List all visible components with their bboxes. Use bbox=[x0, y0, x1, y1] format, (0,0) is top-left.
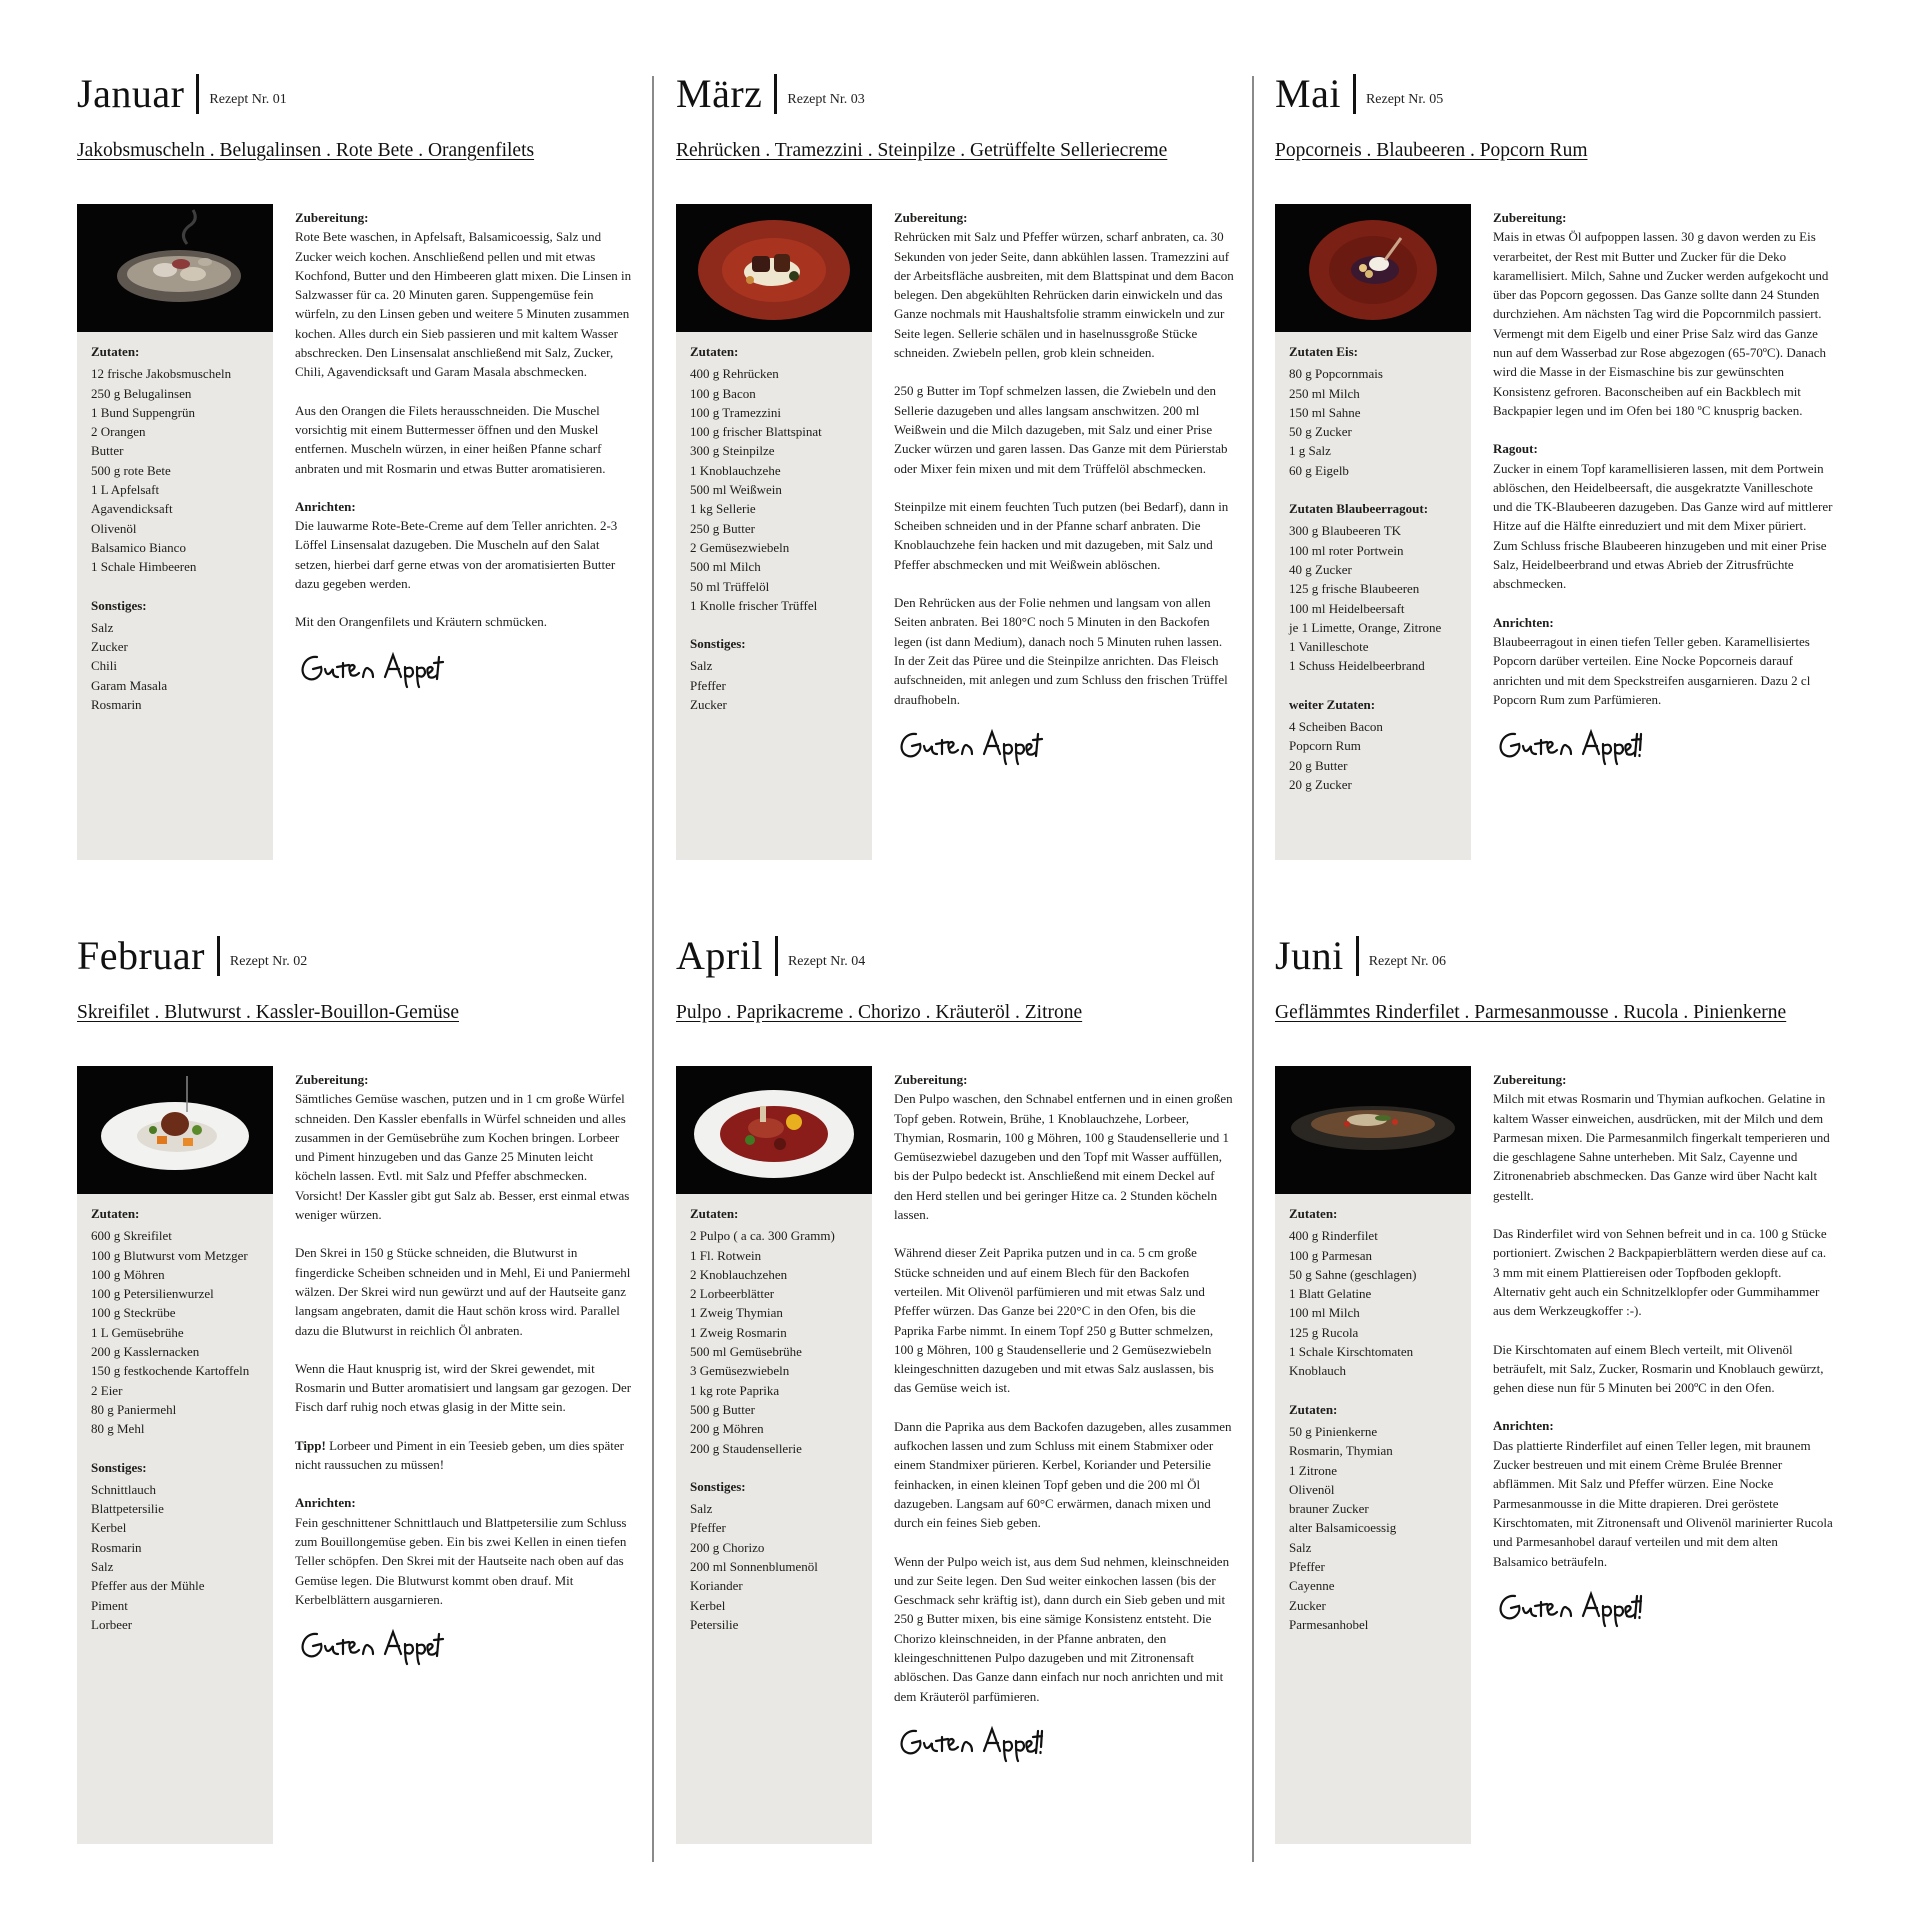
recipe-februar bbox=[77, 930, 637, 1632]
ingredient-item: 40 g Zucker bbox=[1289, 561, 1352, 577]
ingredient-item: Pfeffer aus der Mühle bbox=[91, 1578, 205, 1594]
ingredient-item: Salz bbox=[690, 658, 713, 674]
ingredient-item: 1 kg Sellerie bbox=[690, 501, 756, 517]
preparation-paragraph: 250 g Butter im Topf schmelzen lassen, die Zwiebeln und den Sellerie dazugeben und alles langsam anschwitzen. 200 ml Weißwein und die Milch dazugeben, mit Salz und einer Prise Zucker würzen und garen lassen. Das Ganze mit dem Pürierstab oder Mixer fein mixen und mit dem Trüffelöl abschmecken. bbox=[894, 383, 1228, 476]
ingredient-item: 150 ml Sahne bbox=[1289, 404, 1361, 420]
ingredient-heading: Zutaten: bbox=[1289, 1206, 1338, 1221]
ingredient-item: 2 Orangen bbox=[91, 424, 146, 440]
ingredient-item: 100 ml roter Portwein bbox=[1289, 542, 1404, 558]
ingredient-item: brauner Zucker bbox=[1289, 1501, 1369, 1517]
ingredient-item: 1 Schale Kirschtomaten bbox=[1289, 1344, 1414, 1360]
ingredient-item: 2 Gemüsezwiebeln bbox=[690, 539, 790, 555]
preparation-paragraph: Die Kirschtomaten auf einem Blech verteilt, mit Olivenöl beträufelt, mit Salz, Zucker, Rosmarin und Knoblauch gewürzt, gehen diese nun für 5 Minuten bei 200ºC in den Ofen. bbox=[1493, 1341, 1824, 1396]
ingredient-heading: Zutaten: bbox=[1289, 1401, 1338, 1417]
ingredient-item: Zucker bbox=[1289, 1597, 1326, 1613]
serving-heading: Anrichten: bbox=[1493, 614, 1554, 630]
month-title: März bbox=[676, 71, 763, 116]
recipe-number: Rezept Nr. 06 bbox=[1368, 954, 1447, 969]
serving-paragraph: Blaubeerragout in einen tiefen Teller geben. Karamellisiertes Popcorn darüber verteilen. Eine Nocke Popcorneis darauf anrichten und mit dem Speckstreifen ausgarnieren. Dazu 2 cl Popcorn Rum zum Parfümieren. bbox=[1493, 633, 1811, 707]
ingredient-item: Popcorn Rum bbox=[1289, 738, 1361, 754]
tip-text: Lorbeer und Piment in ein Teesieb geben, um dies später nicht raussuchen zu müssen! bbox=[295, 1437, 624, 1473]
preparation-text bbox=[1493, 1070, 1833, 1632]
dish-photo bbox=[676, 1066, 872, 1194]
dish-title: Skreifilet . Blutwurst . Kassler-Bouillon-Gemüse bbox=[77, 1002, 459, 1023]
preparation-paragraph: Dann die Paprika aus dem Backofen dazugeben, alles zusammen aufkochen lassen und zum Schluss mit einem Stabmixer oder einem Standmixer pürieren. Kerbel, Koriander und Petersilie feinhacken, in einen kleinen Topf geben und die 200 ml Öl dazugeben. Langsam auf 60°C erwärmen, danach mixen und durch ein feines Sieb geben. bbox=[894, 1418, 1232, 1531]
recipe-number: Rezept Nr. 03 bbox=[787, 92, 865, 107]
preparation-paragraph: Sämtliches Gemüse waschen, putzen und in 1 cm große Würfel schneiden. Den Kassler ebenfalls in Würfel schneiden und alles zusammen in der Gemüsebrühe zum Kochen bringen. Lorbeer und Piment hinzugeben und das Ganze 25 Minuten leicht köcheln lassen. Evtl. mit Salz und Pfeffer abschmecken. Vorsicht! Der Kassler gibt gut Salz ab. Besser, erst einmal etwas weniger würzen. bbox=[295, 1091, 630, 1223]
ingredient-item: 80 g Mehl bbox=[91, 1421, 145, 1437]
ingredient-item: Rosmarin bbox=[91, 697, 142, 713]
column-divider bbox=[652, 76, 654, 1862]
ingredient-item: 200 g Möhren bbox=[690, 1421, 764, 1437]
ingredient-item: Koriander bbox=[690, 1578, 743, 1594]
ingredient-item: 100 ml Heidelbeersaft bbox=[1289, 600, 1405, 616]
ingredient-item: 1 Knoblauchzehe bbox=[690, 462, 781, 478]
title-separator bbox=[196, 74, 199, 114]
ingredient-item: Garam Masala bbox=[91, 677, 168, 693]
preparation-text bbox=[894, 208, 1234, 770]
ingredient-item: Zucker bbox=[91, 639, 128, 655]
ingredient-item: 125 g Rucola bbox=[1289, 1324, 1359, 1340]
preparation-paragraph: Steinpilze mit einem feuchten Tuch putzen (bei Bedarf), dann in Scheiben schneiden und in der Pfanne scharf anbraten. Die Knoblauchzehe fein hacken und mit dazugeben, mit Salz und Pfeffer abschmecken und mit Weißwein ablöschen. bbox=[894, 498, 1229, 572]
ingredient-item: Kerbel bbox=[690, 1597, 726, 1613]
ingredient-box bbox=[77, 332, 273, 860]
ingredient-item: 1 Blatt Gelatine bbox=[1289, 1286, 1372, 1302]
ingredient-item: 100 g Möhren bbox=[91, 1266, 165, 1282]
serving-paragraph: Mit den Orangenfilets und Kräutern schmücken. bbox=[295, 614, 547, 630]
ingredient-item: 1 kg rote Paprika bbox=[690, 1382, 780, 1398]
ingredient-item: 2 Lorbeerblätter bbox=[690, 1286, 775, 1302]
preparation-heading: Zubereitung: bbox=[894, 1072, 968, 1087]
ingredient-item: Kerbel bbox=[91, 1520, 127, 1536]
ingredient-item: Zucker bbox=[690, 697, 727, 713]
recipe-header bbox=[676, 930, 1236, 982]
ingredient-item: 100 ml Milch bbox=[1289, 1305, 1360, 1321]
ingredient-item: 300 g Blaubeeren TK bbox=[1289, 523, 1402, 539]
ingredient-item: 1 Zweig Thymian bbox=[690, 1305, 783, 1321]
ingredient-item: Butter bbox=[91, 443, 124, 459]
ragout-heading: Ragout: bbox=[1493, 441, 1538, 457]
ingredient-heading: Sonstiges: bbox=[690, 1478, 746, 1494]
ingredient-item: 200 g Chorizo bbox=[690, 1539, 765, 1555]
serving-heading: Anrichten: bbox=[295, 498, 356, 514]
side-panel bbox=[676, 1066, 872, 1844]
ingredient-item: Pfeffer bbox=[690, 677, 726, 693]
ingredient-item: 500 g rote Bete bbox=[91, 462, 171, 478]
side-panel bbox=[1275, 1066, 1471, 1844]
ingredient-item: 12 frische Jakobsmuscheln bbox=[91, 366, 232, 382]
preparation-paragraph: Mais in etwas Öl aufpoppen lassen. 30 g davon werden zu Eis verarbeitet, der Rest mit Butter und Zucker für die Deko karamellisiert. Milch, Sahne und Zucker werden aufgekocht und über das Popcorn gegossen. Das Ganze sollte dann 24 Stunden durchziehen. Am nächsten Tag wird die Popcornmilch passiert. Vermengt mit dem Eigelb und einer Prise Salz wird das Ganze nun auf dem Wasserbad zur Rose abgezogen (65-70ºC). Danach wird die Masse in der Eismaschine bis zur gewünschten Konsistenz gefroren. Baconscheiben auf ein Backblech mit Backpapier legen und im Ofen bei 180 ºC knusprig backen. bbox=[1493, 229, 1829, 418]
ingredient-item: Salz bbox=[91, 619, 114, 635]
ingredient-item: Schnittlauch bbox=[91, 1481, 156, 1497]
ingredient-item: 1 Zitrone bbox=[1289, 1462, 1338, 1478]
ingredient-item: 4 Scheiben Bacon bbox=[1289, 719, 1383, 735]
preparation-paragraph: Während dieser Zeit Paprika putzen und in ca. 5 cm große Stücke schneiden und auf einem Blech für den Backofen verteilen. Mit Olivenöl parfümieren und mit etwas Salz und Pfeffer würzen. Das Ganze bei 220°C in den Ofen, bis die Paprika Farbe nimmt. In einem Topf 250 g Butter schmelzen, 100 g Möhren, 100 g Staudensellerie und 2 Gemüsezwiebeln kleingeschnitten dazugeben und mit etwas Salz auslassen, bis das Gemüse weich ist. bbox=[894, 1245, 1214, 1396]
guten-appetit-signature bbox=[295, 649, 635, 693]
preparation-text bbox=[295, 1070, 635, 1670]
preparation-heading: Zubereitung: bbox=[1493, 1072, 1567, 1087]
ingredient-item: Blattpetersilie bbox=[91, 1501, 164, 1517]
ingredient-item: Rosmarin bbox=[91, 1539, 142, 1555]
ingredient-heading: Zutaten: bbox=[690, 344, 739, 359]
dish-title: Popcorneis . Blaubeeren . Popcorn Rum bbox=[1275, 140, 1588, 161]
preparation-paragraph: Den Rehrücken aus der Folie nehmen und langsam von allen Seiten anbraten. Bei 180°C noch 5 Minuten in den Backofen legen (ist dann Medium), danach noch 5 Minuten ruhen lassen. In der Zeit das Püree und die Steinpilze anrichten. Das Fleisch aufschneiden, mit anlegen und zum Schluss den frischen Trüffel draufhobeln. bbox=[894, 595, 1228, 707]
month-title: Mai bbox=[1275, 71, 1341, 116]
ingredient-heading: Zutaten: bbox=[91, 1206, 140, 1221]
recipe-januar bbox=[77, 68, 637, 713]
dish-title: Rehrücken . Tramezzini . Steinpilze . Getrüffelte Selleriecreme bbox=[676, 140, 1168, 161]
dish-photo bbox=[1275, 1066, 1471, 1194]
preparation-paragraph: Den Skrei in 150 g Stücke schneiden, die Blutwurst in fingerdicke Scheiben schneiden und in Mehl, Ei und Paniermehl wälzen. Der Skrei wird nun gewürzt und auf der Hautseite ganz langsam angebraten, damit die Haut schön kross wird. Parallel dazu die Blutwurst in reichlich Öl anbraten. bbox=[295, 1245, 631, 1338]
recipe-number: Rezept Nr. 05 bbox=[1365, 92, 1444, 107]
serving-paragraph: Das plattierte Rinderfilet auf einen Teller legen, mit braunem Zucker bestreuen und mit einem Crème Brulée Brenner abflämmen. Mit Salz und Pfeffer würzen. Eine Nocke Parmesanmousse in die Mitte drapieren. Drei geröstete Kirschtomaten, mit Zitronensaft und Olivenöl marinierter Rucola und Parmesanhobel darauf verteilen und mit dem alten Balsamico beträufeln. bbox=[1493, 1437, 1833, 1569]
ingredient-item: 80 g Paniermehl bbox=[91, 1401, 177, 1417]
tip-label: Tipp! bbox=[295, 1437, 326, 1453]
preparation-paragraph: Rote Bete waschen, in Apfelsaft, Balsamicoessig, Salz und Zucker weich kochen. Anschließend pellen und mit etwas Kochfond, Butter und den Himbeeren glatt mixen. Die Linsen in Salzwasser für ca. 20 Minuten garen. Suppengemüse fein würfeln, zu den Linsen geben und weitere 5 Minuten zusammen kochen. Alles durch ein Sieb passieren und mit kaltem Wasser abschrecken. Den Linsensalat anschließend mit Salz, Zucker, Chili, Agavendicksaft und Garam Masala abschmecken. bbox=[295, 229, 632, 380]
ingredient-item: 60 g Eigelb bbox=[1289, 462, 1349, 478]
preparation-paragraph: Aus den Orangen die Filets herausschneiden. Die Muschel vorsichtig mit einem Buttermesser öffnen und den Muskel entfernen. Muscheln würzen, in einer heißen Pfanne scharf anbraten und mit Rosmarin und etwas Butter aromatisieren. bbox=[295, 402, 606, 476]
dish-photo bbox=[77, 1066, 273, 1194]
column-divider bbox=[1252, 76, 1254, 1862]
ingredient-heading: Zutaten Blaubeerragout: bbox=[1289, 501, 1429, 517]
dish-title: Geflämmtes Rinderfilet . Parmesanmousse . Rucola . Pinienkerne bbox=[1275, 1002, 1787, 1023]
ingredient-item: 400 g Rinderfilet bbox=[1289, 1228, 1378, 1244]
ingredient-item: 500 g Butter bbox=[690, 1401, 755, 1417]
preparation-paragraph: Den Pulpo waschen, den Schnabel entfernen und in einen großen Topf geben. Rotwein, Brühe, 1 Knoblauchzehe, Lorbeer, Thymian, Rosmarin, 100 g Möhren, 100 g Staudensellerie und 1 Gemüsezwiebel dazugeben und den Topf mit Wasser auffüllen, bis der Pulpo bedeckt ist. Anschließend mit einem Deckel auf den Herd stellen und bei geringer Hitze ca. 2 Stunden köcheln lassen. bbox=[894, 1091, 1233, 1223]
preparation-text bbox=[1493, 208, 1833, 770]
ingredient-box bbox=[676, 332, 872, 860]
dish-photo bbox=[1275, 204, 1471, 332]
month-title: Februar bbox=[77, 933, 205, 978]
recipe-header bbox=[77, 930, 637, 982]
serving-heading: Anrichten: bbox=[295, 1495, 356, 1511]
guten-appetit-signature bbox=[295, 1626, 635, 1670]
ingredient-box bbox=[77, 1194, 273, 1844]
recipe-number: Rezept Nr. 02 bbox=[229, 954, 308, 969]
ingredient-heading: Sonstiges: bbox=[690, 636, 746, 652]
title-separator bbox=[775, 936, 778, 976]
side-panel bbox=[1275, 204, 1471, 860]
ingredient-item: 20 g Butter bbox=[1289, 757, 1348, 773]
ingredient-heading: Zutaten Eis: bbox=[1289, 344, 1358, 359]
recipe-number: Rezept Nr. 01 bbox=[209, 92, 287, 107]
ingredient-item: 100 g frischer Blattspinat bbox=[690, 424, 822, 440]
preparation-text bbox=[295, 208, 635, 693]
ingredient-item: Knoblauch bbox=[1289, 1363, 1347, 1379]
month-title: Juni bbox=[1275, 933, 1344, 978]
side-panel bbox=[77, 1066, 273, 1844]
ingredient-item: 1 L Apfelsaft bbox=[91, 482, 160, 498]
ingredient-item: Pfeffer bbox=[1289, 1559, 1325, 1575]
serving-heading: Anrichten: bbox=[1493, 1418, 1554, 1434]
guten-appetit-signature bbox=[1493, 726, 1833, 770]
ingredient-item: 100 g Blutwurst vom Metzger bbox=[91, 1247, 248, 1263]
preparation-paragraph: Wenn der Pulpo weich ist, aus dem Sud nehmen, kleinschneiden und zur Seite legen. Den Sud weiter einkochen lassen (bis der Geschmack sehr kräftig ist), dann durch ein Sieb geben und mit 250 g Butter mixen, bis eine sämige Konsistenz entsteht. Die Chorizo kleinschneiden, in der Pfanne anbraten, den kleingeschnittenen Pulpo dazugeben und mit Zitronensaft ablöschen. Das Ganze dann einfach nur noch anrichten und mit dem Kräuteröl parfümieren. bbox=[894, 1553, 1230, 1704]
dish-photo bbox=[77, 204, 273, 332]
ingredient-item: Rosmarin, Thymian bbox=[1289, 1443, 1393, 1459]
ingredient-heading: weiter Zutaten: bbox=[1289, 696, 1376, 712]
preparation-paragraph: Wenn die Haut knusprig ist, wird der Skrei gewendet, mit Rosmarin und Butter aromatisiert und langsam gar gezogen. Der Fisch darf ruhig noch etwas glasig in der Mitte sein. bbox=[295, 1360, 632, 1415]
ingredient-item: 300 g Steinpilze bbox=[690, 443, 775, 459]
recipe-header bbox=[1275, 68, 1835, 120]
serving-paragraph: Die lauwarme Rote-Bete-Creme auf dem Teller anrichten. 2-3 Löffel Linsensalat dazugeben. Die Muscheln auf den Salat setzen, hierbei darf gerne etwas von der aromatisierten Butter dazu gegeben werden. bbox=[295, 518, 618, 592]
ingredient-item: 1 L Gemüsebrühe bbox=[91, 1324, 184, 1340]
ingredient-item: Petersilie bbox=[690, 1616, 739, 1632]
ingredient-item: Chili bbox=[91, 658, 118, 674]
recipe-april bbox=[676, 930, 1236, 1704]
ingredient-item: 200 ml Sonnenblumenöl bbox=[690, 1559, 818, 1575]
ingredient-item: 50 g Pinienkerne bbox=[1289, 1423, 1378, 1439]
tip-paragraph bbox=[295, 1436, 635, 1475]
preparation-heading: Zubereitung: bbox=[1493, 210, 1567, 225]
ingredient-item: 200 g Staudensellerie bbox=[690, 1440, 802, 1456]
recipe-maerz bbox=[676, 68, 1236, 713]
ingredient-heading: Sonstiges: bbox=[91, 1459, 147, 1475]
ingredient-item: 200 g Kasslernacken bbox=[91, 1344, 200, 1360]
ingredient-item: Salz bbox=[91, 1559, 114, 1575]
preparation-heading: Zubereitung: bbox=[295, 1072, 369, 1087]
ingredient-item: Olivenöl bbox=[1289, 1481, 1335, 1497]
ingredient-heading: Sonstiges: bbox=[91, 597, 147, 613]
ingredient-item: 100 g Parmesan bbox=[1289, 1247, 1373, 1263]
serving-paragraph: Fein geschnittener Schnittlauch und Blattpetersilie zum Schluss zum Bouillongemüse geben. Ein bis zwei Kellen in einen tiefen Teller schöpfen. Den Skrei mit der Hautseite nach oben auf das Gemüse legen. Die Blutwurst kommt oben drauf. Mit Kerbelblättern ausgarnieren. bbox=[295, 1514, 627, 1607]
ingredient-item: 1 Fl. Rotwein bbox=[690, 1247, 762, 1263]
ingredient-item: 1 Zweig Rosmarin bbox=[690, 1324, 787, 1340]
ingredient-item: 500 ml Weißwein bbox=[690, 482, 782, 498]
ingredient-item: 250 ml Milch bbox=[1289, 385, 1360, 401]
preparation-heading: Zubereitung: bbox=[894, 210, 968, 225]
guten-appetit-signature bbox=[1493, 1588, 1833, 1632]
ingredient-heading: Zutaten: bbox=[91, 344, 140, 359]
ingredient-item: Salz bbox=[1289, 1539, 1312, 1555]
title-separator bbox=[1353, 74, 1356, 114]
ingredient-item: 1 Schuss Heidelbeerbrand bbox=[1289, 658, 1425, 674]
title-separator bbox=[1356, 936, 1359, 976]
recipe-mai bbox=[1275, 68, 1835, 792]
preparation-paragraph: Milch mit etwas Rosmarin und Thymian aufkochen. Gelatine in kaltem Wasser einweichen, ausdrücken, mit der Milch und dem Parmesan mixen. Die Parmesanmilch fingerkalt temperieren und die geschlagene Sahne unterheben. Mit Salz, Cayenne und Zitronenabrieb abschmecken. Das Ganze wird über Nacht kalt gestellt. bbox=[1493, 1091, 1830, 1203]
preparation-paragraph: Das Rinderfilet wird von Sehnen befreit und in ca. 100 g Stücke portioniert. Zwischen 2 Backpapierblättern werden diese auf ca. 3 mm mit einem Plattiereisen oder Topfboden geklopft. Alternativ geht auch ein Schnitzelklopfer oder Gummihammer aus dem Werkzeugkoffer :-). bbox=[1493, 1226, 1827, 1319]
ingredient-item: Salz bbox=[690, 1501, 713, 1517]
preparation-heading: Zubereitung: bbox=[295, 210, 369, 225]
ingredient-item: Olivenöl bbox=[91, 520, 137, 536]
ingredient-item: 2 Knoblauchzehen bbox=[690, 1266, 788, 1282]
side-panel bbox=[77, 204, 273, 860]
ingredient-item: 100 g Steckrübe bbox=[91, 1305, 176, 1321]
ingredient-item: 1 Vanilleschote bbox=[1289, 639, 1369, 655]
ingredient-item: 100 g Tramezzini bbox=[690, 404, 781, 420]
ingredient-item: 50 g Zucker bbox=[1289, 424, 1352, 440]
dish-photo bbox=[676, 204, 872, 332]
dish-title: Jakobsmuscheln . Belugalinsen . Rote Bete . Orangenfilets bbox=[77, 140, 535, 161]
ingredient-item: 500 ml Gemüsebrühe bbox=[690, 1344, 802, 1360]
ingredient-item: 100 g Petersilienwurzel bbox=[91, 1286, 214, 1302]
ingredient-box bbox=[1275, 1194, 1471, 1844]
ingredient-item: 1 g Salz bbox=[1289, 443, 1331, 459]
ingredient-item: 250 g Butter bbox=[690, 520, 755, 536]
ingredient-heading: Zutaten: bbox=[690, 1206, 739, 1221]
ingredient-item: 1 Knolle frischer Trüffel bbox=[690, 597, 818, 613]
month-title: April bbox=[676, 933, 763, 978]
ingredient-item: 150 g festkochende Kartoffeln bbox=[91, 1363, 250, 1379]
ingredient-item: 100 g Bacon bbox=[690, 385, 756, 401]
ingredient-item: 2 Pulpo ( a ca. 300 Gramm) bbox=[690, 1228, 835, 1244]
ingredient-item: 400 g Rehrücken bbox=[690, 366, 779, 382]
ingredient-item: 3 Gemüsezwiebeln bbox=[690, 1363, 790, 1379]
ingredient-item: 1 Schale Himbeeren bbox=[91, 559, 197, 575]
recipe-header bbox=[1275, 930, 1835, 982]
ingredient-item: 80 g Popcornmais bbox=[1289, 366, 1383, 382]
recipe-number: Rezept Nr. 04 bbox=[787, 954, 866, 969]
ingredient-item: 50 g Sahne (geschlagen) bbox=[1289, 1266, 1417, 1282]
ragout-paragraph: Zucker in einem Topf karamellisieren lassen, mit dem Portwein ablöschen, den Heidelbeersaft, die ausgekratzte Vanilleschote und die TK-Blaubeeren dazugeben. Das Ganze wird auf mittlerer Hitze auf die Hälfte einreduziert und mit dem Mixer püriert. Zum Schluss frische Blaubeeren hinzugeben und mit einer Prise Salz, Heidelbeerbrand und etwas Abrieb der Zitrusfrüchte abschmecken. bbox=[1493, 460, 1833, 592]
ingredient-box bbox=[676, 1194, 872, 1844]
recipe-header bbox=[77, 68, 637, 120]
ingredient-item: Agavendicksaft bbox=[91, 501, 173, 517]
ingredient-item: 125 g frische Blaubeeren bbox=[1289, 581, 1420, 597]
preparation-paragraph: Rehrücken mit Salz und Pfeffer würzen, scharf anbraten, ca. 30 Sekunden von jeder Seite, dann abkühlen lassen. Tramezzini auf der Arbeitsfläche ausbreiten, mit dem Blattspinat und dem Bacon belegen. Den abgekühlten Rehrücken darin einwickeln und das Ganze nochmals mit Haushaltsfolie stramm einwickeln und zur Seite legen. Sellerie schälen und in haselnussgroße Stücke schneiden. Zwiebeln pellen, grob klein schneiden. bbox=[894, 229, 1234, 361]
recipe-header bbox=[676, 68, 1236, 120]
ingredient-item: 250 g Belugalinsen bbox=[91, 385, 192, 401]
ingredient-item: Lorbeer bbox=[91, 1616, 133, 1632]
guten-appetit-signature bbox=[894, 1723, 1234, 1767]
ingredient-item: Cayenne bbox=[1289, 1578, 1335, 1594]
dish-title: Pulpo . Paprikacreme . Chorizo . Kräuteröl . Zitrone bbox=[676, 1002, 1083, 1023]
ingredient-item: 20 g Zucker bbox=[1289, 776, 1352, 792]
ingredient-item: Piment bbox=[91, 1597, 128, 1613]
recipe-juni bbox=[1275, 930, 1835, 1632]
ingredient-item: Parmesanhobel bbox=[1289, 1616, 1369, 1632]
ingredient-item: 600 g Skreifilet bbox=[91, 1228, 172, 1244]
ingredient-item: 2 Eier bbox=[91, 1382, 123, 1398]
ingredient-box bbox=[1275, 332, 1471, 860]
ingredient-item: Pfeffer bbox=[690, 1520, 726, 1536]
ingredient-item: je 1 Limette, Orange, Zitrone bbox=[1289, 619, 1442, 635]
side-panel bbox=[676, 204, 872, 860]
title-separator bbox=[774, 74, 777, 114]
month-title: Januar bbox=[77, 71, 185, 116]
ingredient-item: 50 ml Trüffelöl bbox=[690, 578, 770, 594]
ingredient-item: 1 Bund Suppengrün bbox=[91, 404, 195, 420]
preparation-text bbox=[894, 1070, 1234, 1767]
guten-appetit-signature bbox=[894, 726, 1234, 770]
ingredient-item: Balsamico Bianco bbox=[91, 539, 186, 555]
title-separator bbox=[217, 936, 220, 976]
ingredient-item: 500 ml Milch bbox=[690, 559, 761, 575]
ingredient-item: alter Balsamicoessig bbox=[1289, 1520, 1397, 1536]
